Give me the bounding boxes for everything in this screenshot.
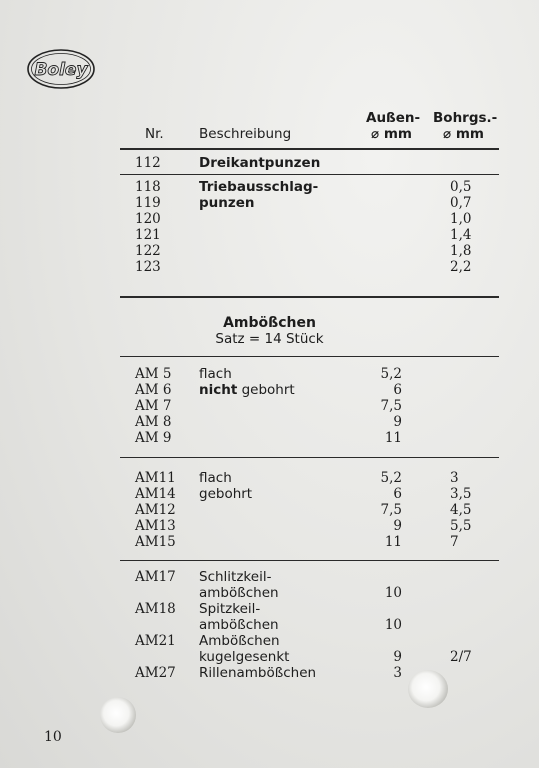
item-number: 122 <box>135 243 161 259</box>
table-row <box>0 227 539 243</box>
item-number: AM27 <box>135 665 176 681</box>
table-row <box>0 502 539 518</box>
item-number: 119 <box>135 195 161 211</box>
item-number: AM 7 <box>135 398 172 414</box>
item-description: ambößchen <box>199 585 279 601</box>
header-outer-diameter-line2: ⌀ mm <box>371 126 412 142</box>
header-rule <box>120 148 499 150</box>
item-number: AM11 <box>135 470 176 486</box>
table-row <box>0 398 539 414</box>
outer-diameter: 7,5 <box>380 502 402 518</box>
item-number: AM 9 <box>135 430 172 446</box>
item-description: Spitzkeil- <box>199 601 261 617</box>
emphasis-text: nicht <box>199 382 238 398</box>
bore-diameter: 2,2 <box>450 259 472 275</box>
item-number: AM 5 <box>135 366 172 382</box>
table-row <box>0 665 539 681</box>
item-description: Dreikantpunzen <box>199 155 321 171</box>
bore-diameter: 0,7 <box>450 195 472 211</box>
item-description: ambößchen <box>199 617 279 633</box>
item-number: 121 <box>135 227 161 243</box>
item-number: AM21 <box>135 633 176 649</box>
outer-diameter: 5,2 <box>380 470 402 486</box>
outer-diameter: 6 <box>393 382 402 398</box>
header-description: Beschreibung <box>199 126 292 142</box>
bore-diameter: 0,5 <box>450 179 472 195</box>
item-description: flach <box>199 366 232 382</box>
section-rule <box>120 296 499 298</box>
bore-diameter: 2/7 <box>450 649 472 665</box>
item-number: AM17 <box>135 569 176 585</box>
bore-diameter: 1,8 <box>450 243 472 259</box>
bore-diameter: 3,5 <box>450 486 472 502</box>
table-row <box>0 382 539 398</box>
outer-diameter: 9 <box>393 649 402 665</box>
outer-diameter: 6 <box>393 486 402 502</box>
table-row <box>0 518 539 534</box>
bore-diameter: 1,4 <box>450 227 472 243</box>
table-row <box>0 155 539 171</box>
boley-logo <box>26 46 96 92</box>
item-number: 118 <box>135 179 161 195</box>
item-description: Ambößchen <box>199 633 280 649</box>
table-row <box>0 486 539 502</box>
item-description: Rillenambößchen <box>199 665 317 681</box>
item-number: AM 6 <box>135 382 172 398</box>
item-number: AM12 <box>135 502 176 518</box>
item-number: AM15 <box>135 534 176 550</box>
table-row <box>0 430 539 446</box>
table-row <box>0 414 539 430</box>
header-outer-diameter-line1: Außen- <box>366 110 421 126</box>
punch-hole <box>408 670 448 708</box>
item-number: 112 <box>135 155 161 171</box>
item-description: Schlitzkeil- <box>199 569 272 585</box>
outer-diameter: 7,5 <box>380 398 402 414</box>
divider <box>120 560 499 561</box>
item-number: 120 <box>135 211 161 227</box>
divider <box>120 356 499 357</box>
description-rest: gebohrt <box>237 382 295 398</box>
table-row <box>0 534 539 550</box>
item-description: Triebausschlag- <box>199 179 319 195</box>
table-row <box>0 601 539 617</box>
table-row <box>0 211 539 227</box>
item-description: gebohrt <box>199 486 253 502</box>
item-description: punzen <box>199 195 255 211</box>
divider <box>120 457 499 458</box>
outer-diameter: 3 <box>393 665 402 681</box>
item-description <box>199 382 295 398</box>
table-row <box>0 633 539 649</box>
outer-diameter: 5,2 <box>380 366 402 382</box>
header-bore-diameter-line1: Bohrgs.- <box>433 110 498 126</box>
item-number: AM13 <box>135 518 176 534</box>
divider <box>120 174 499 175</box>
item-description: flach <box>199 470 232 486</box>
table-row <box>0 569 539 585</box>
table-row <box>0 243 539 259</box>
table-row <box>0 585 539 601</box>
table-row <box>0 179 539 195</box>
item-number: AM14 <box>135 486 176 502</box>
bore-diameter: 7 <box>450 534 459 550</box>
bore-diameter: 3 <box>450 470 459 486</box>
punch-hole <box>100 697 136 733</box>
header-bore-diameter-line2: ⌀ mm <box>443 126 484 142</box>
section-title: Ambößchen <box>223 315 316 331</box>
item-number: 123 <box>135 259 161 275</box>
bore-diameter: 4,5 <box>450 502 472 518</box>
header-nr: Nr. <box>145 126 164 142</box>
table-row <box>0 649 539 665</box>
page-number: 10 <box>44 729 62 745</box>
outer-diameter: 9 <box>393 518 402 534</box>
table-row <box>0 470 539 486</box>
bore-diameter: 1,0 <box>450 211 472 227</box>
outer-diameter: 10 <box>384 617 402 633</box>
item-number: AM18 <box>135 601 176 617</box>
table-row <box>0 366 539 382</box>
outer-diameter: 9 <box>393 414 402 430</box>
item-description: kugelgesenkt <box>199 649 290 665</box>
outer-diameter: 10 <box>384 585 402 601</box>
boley-logo-graphic <box>26 46 96 92</box>
svg-text:Boley: Boley <box>34 60 88 80</box>
bore-diameter: 5,5 <box>450 518 472 534</box>
item-number: AM 8 <box>135 414 172 430</box>
table-row <box>0 195 539 211</box>
outer-diameter: 11 <box>384 430 402 446</box>
outer-diameter: 11 <box>384 534 402 550</box>
table-row <box>0 617 539 633</box>
section-subtitle: Satz = 14 Stück <box>215 331 324 347</box>
table-row <box>0 259 539 275</box>
